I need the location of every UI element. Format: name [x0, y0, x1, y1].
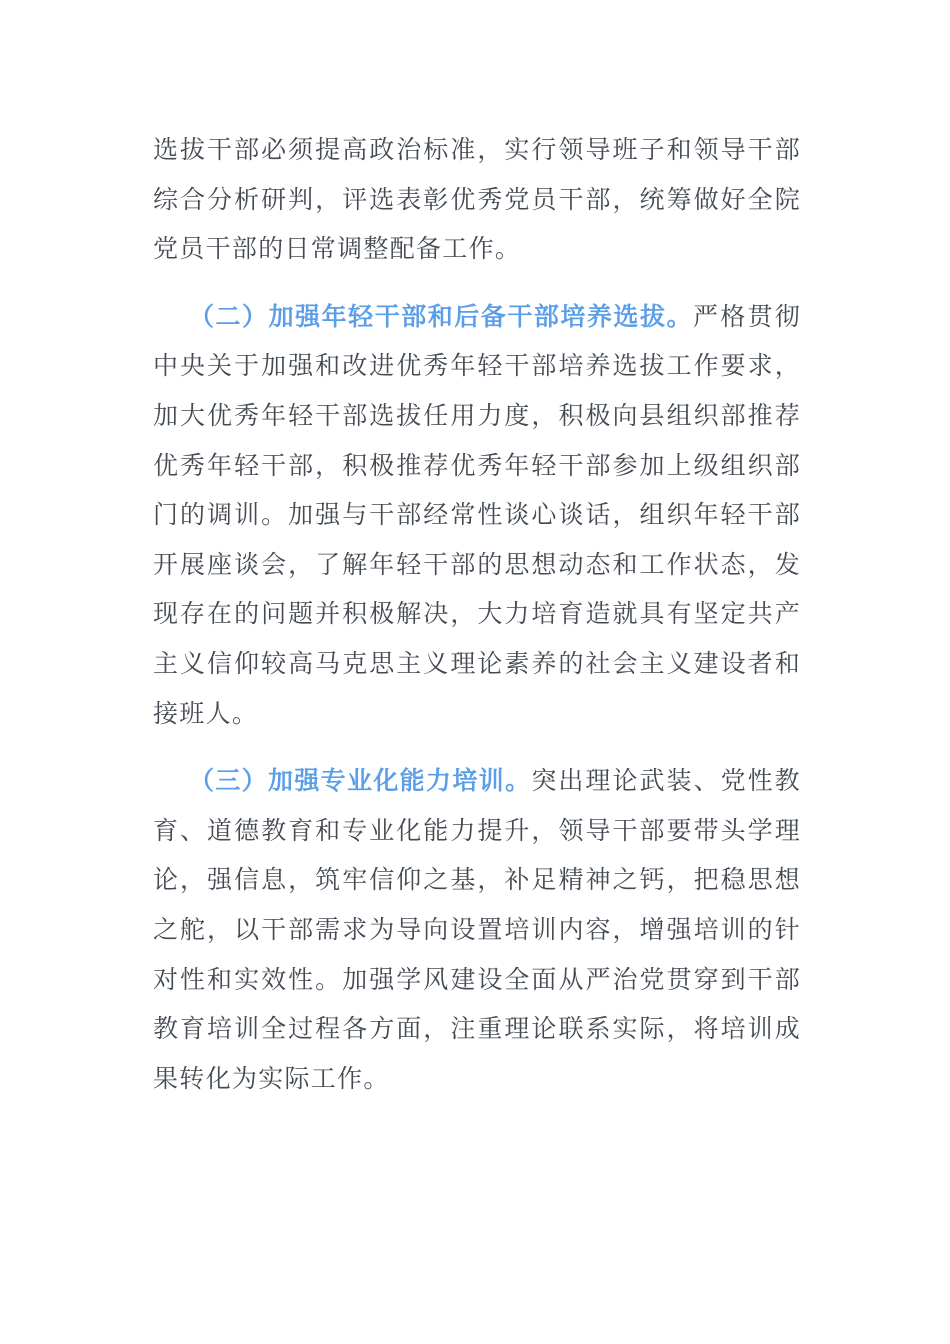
paragraph-young-cadres [153, 292, 801, 738]
paragraph-gap [153, 274, 801, 292]
paragraph-training [153, 756, 801, 1103]
paragraph-text: 严格贯彻中央关于加强和改进优秀年轻干部培养选拔工作要求，加大优秀年轻干部选拔任用力度，积极向县组织部推荐优秀年轻干部，积极推荐优秀年轻干部参加上级组织部门的调训。加强与干部经常性谈心谈话，组织年轻干部开展座谈会，了解年轻干部的思想动态和工作状态，发现存在的问题并积极解决，大力培育造就具有坚定共产主义信仰较高马克思主义理论素养的社会主义建设者和接班人。 [153, 301, 801, 728]
paragraph-text: 突出理论武装、党性教育、道德教育和专业化能力提升，领导干部要带头学理论，强信息，筑牢信仰之基，补足精神之钙，把稳思想之舵，以干部需求为导向设置培训内容，增强培训的针对性和实效性。加强学风建设全面从严治党贯穿到干部教育培训全过程各方面，注重理论联系实际，将培训成果转化为实际工作。 [153, 766, 801, 1093]
section-heading: （二）加强年轻干部和后备干部培养选拔。 [189, 301, 694, 331]
paragraph-text: 选拔干部必须提高政治标准，实行领导班子和领导干部综合分析研判，评选表彰优秀党员干部，统筹做好全院党员干部的日常调整配备工作。 [153, 135, 801, 264]
paragraph-gap [153, 738, 801, 756]
document-body [153, 125, 801, 1103]
paragraph-continuation [153, 125, 801, 274]
section-heading: （三）加强专业化能力培训。 [189, 766, 532, 796]
